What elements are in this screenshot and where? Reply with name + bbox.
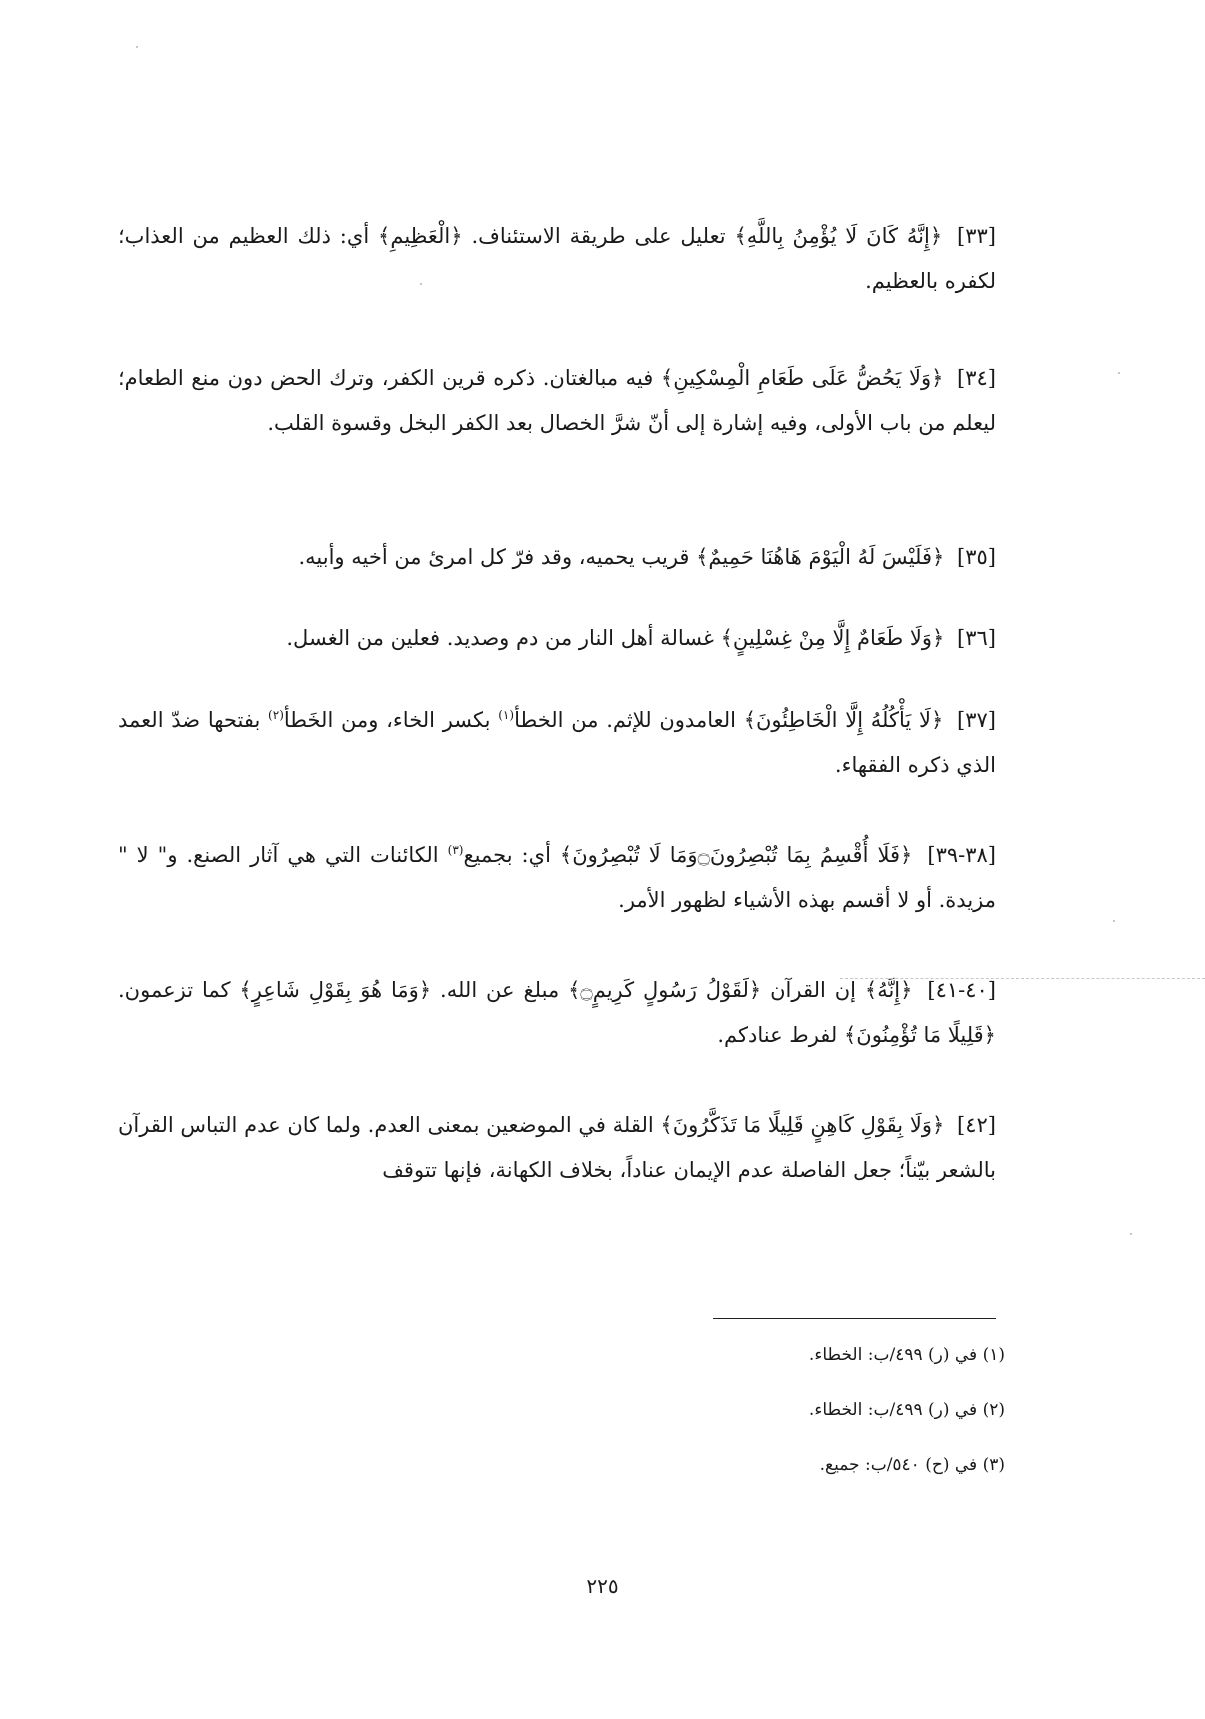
paragraph-verse-40-41	[118, 968, 996, 1058]
paragraph-text: ﴿فَلَا أُقْسِمُ بِمَا تُبْصِرُونَ۝وَمَا لَا تُبْصِرُونَ﴾ أي: بجميع	[463, 843, 913, 867]
paragraph-text: ﴿وَلَا بِقَوْلِ كَاهِنٍ قَلِيلًا مَا تَذَكَّرُونَ﴾ القلة في الموضعين بمعنى العدم. ولما كان عدم التباس القرآن بالشعر بيّناً؛ جعل الفاصلة عدم الإيمان عناداً، بخلاف الكهانة، فإنها تتوقف	[118, 1113, 996, 1182]
paragraph-verse-37	[118, 698, 996, 788]
paragraph-text: ﴿إِنَّهُ كَانَ لَا يُؤْمِنُ بِاللَّهِ﴾ تعليل على طريقة الاستئناف. ﴿الْعَظِيمِ﴾ أي: ذلك العظيم من العذاب؛ لكفره بالعظيم.	[118, 224, 996, 293]
verse-number: [٣٤]	[957, 366, 996, 390]
paragraph-verse-38-39	[118, 833, 996, 923]
paragraph-text: بكسر الخاء، ومن الخَطأ	[283, 708, 499, 732]
verse-number: [٤٢]	[957, 1113, 996, 1137]
paragraph-text: الكائنات التي هي آثار الصنع. و" لا " مزيدة. أو لا أقسم بهذه الأشياء لظهور الأمر.	[118, 843, 996, 912]
paragraph-verse-33	[118, 214, 996, 304]
paragraph-text: بفتحها ضدّ العمد الذي ذكره الفقهاء.	[118, 708, 996, 777]
verse-number: [٣٦]	[957, 626, 996, 650]
footnote-ref-3[interactable]: (٣)	[447, 843, 464, 857]
verse-number: [٣٥]	[957, 545, 996, 569]
footnote-3: (٣) في (ح) ٥٤٠/ب: جميع.	[819, 1455, 1005, 1475]
footnote-ref-1[interactable]: (١)	[498, 708, 515, 722]
footnote-separator	[713, 1318, 996, 1319]
verse-number: [٣٧]	[957, 708, 996, 732]
scan-speck	[1113, 920, 1115, 922]
paragraph-verse-35	[118, 535, 996, 580]
paragraph-text: ﴿إِنَّهُ﴾ إن القرآن ﴿لَقَوْلُ رَسُولٍ كَرِيمٍ۝﴾ مبلغ عن الله. ﴿وَمَا هُوَ بِقَوْلِ شَاعِرٍ﴾ كما تزعمون. ﴿قَلِيلًا مَا تُؤْمِنُونَ﴾ لفرط عنادكم.	[118, 978, 996, 1047]
scan-speck	[1130, 1233, 1132, 1235]
scan-speck	[136, 46, 138, 48]
footnote-ref-2[interactable]: (٢)	[268, 708, 284, 722]
paragraph-verse-34	[118, 356, 996, 446]
verse-number: [٣٨-٣٩]	[927, 843, 996, 867]
paragraph-text: ﴿وَلَا يَحُضُّ عَلَى طَعَامِ الْمِسْكِينِ﴾ فيه مبالغتان. ذكره قرين الكفر، وترك الحض دون منع الطعام؛ ليعلم من باب الأولى، وفيه إشارة إلى أنّ شرَّ الخصال بعد الكفر البخل وقسوة القلب.	[118, 366, 996, 435]
paragraph-text: ﴿وَلَا طَعَامٌ إِلَّا مِنْ غِسْلِينٍ﴾ غسالة أهل النار من دم وصديد. فعلين من الغسل.	[286, 626, 945, 650]
scan-speck	[1118, 372, 1120, 374]
scan-speck	[420, 283, 422, 285]
page-number: ٢٢٥	[586, 1574, 619, 1598]
paragraph-text: ﴿فَلَيْسَ لَهُ الْيَوْمَ هَاهُنَا حَمِيمٌ﴾ قريب يحميه، وقد فرّ كل امرئ من أخيه وأبيه.	[298, 545, 945, 569]
footnote-1: (١) في (ر) ٤٩٩/ب: الخطاء.	[808, 1345, 1005, 1365]
paragraph-verse-36	[118, 616, 996, 661]
paragraph-text: ﴿لَا يَأْكُلُهُ إِلَّا الْخَاطِئُونَ﴾ العامدون للإثم. من الخطأ	[514, 708, 944, 732]
scan-artifact-line	[840, 978, 1205, 979]
verse-number: [٣٣]	[957, 224, 996, 248]
paragraph-verse-42	[118, 1103, 996, 1193]
verse-number: [٤٠-٤١]	[927, 978, 996, 1002]
footnote-2: (٢) في (ر) ٤٩٩/ب: الخطاء.	[808, 1400, 1005, 1420]
